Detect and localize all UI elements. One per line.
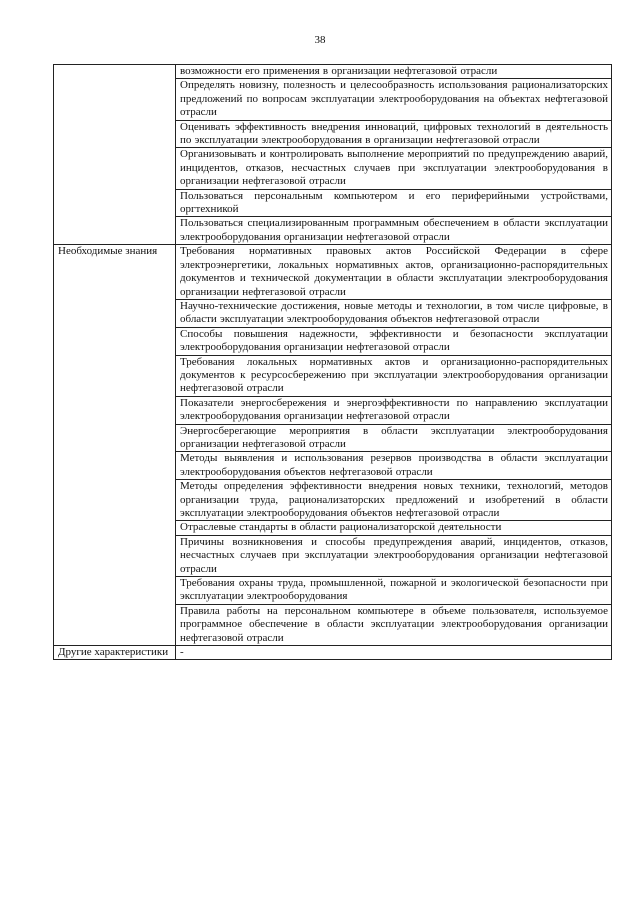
requirement-cell: Причины возникновения и способы предупреждения аварий, инцидентов, отказов, несчастных случаев при эксплуатации электрооборудования организации нефтегазовой отрасли <box>176 535 612 576</box>
requirement-cell: Отраслевые стандарты в области рационализаторской деятельности <box>176 521 612 535</box>
label-cell-knowledge: Необходимые знания <box>54 245 176 646</box>
requirement-cell: Требования нормативных правовых актов Российской Федерации в сфере электроэнергетики, локальных нормативных актов, организационно-распорядительных документов и технической документации в области эксплуатации электрооборудования организации нефтегазовой отрасли <box>176 245 612 300</box>
requirement-cell: Требования охраны труда, промышленной, пожарной и экологической безопасности при эксплуатации электрооборудования <box>176 577 612 605</box>
requirement-cell: Определять новизну, полезность и целесообразность использования рационализаторских предложений по вопросам эксплуатации электрооборудования на объектах нефтегазовой отрасли <box>176 79 612 120</box>
requirement-cell: Методы выявления и использования резервов производства в области эксплуатации электрооборудования объектов нефтегазовой отрасли <box>176 452 612 480</box>
requirement-cell: Организовывать и контролировать выполнение мероприятий по предупреждению аварий, инцидентов, отказов, несчастных случаев при эксплуатации электрооборудования в организации нефтегазовой отрасли <box>176 148 612 189</box>
requirement-cell: возможности его применения в организации нефтегазовой отрасли <box>176 65 612 79</box>
requirements-table <box>53 64 612 660</box>
requirement-cell: Методы определения эффективности внедрения новых техники, технологий, методов организации труда, рационализаторских предложений и изобретений в области эксплуатации электрооборудования объектов нефтегазовой отрасли <box>176 480 612 521</box>
requirement-cell: Пользоваться персональным компьютером и его периферийными устройствами, оргтехникой <box>176 189 612 217</box>
label-cell-skills-continued <box>54 65 176 245</box>
requirement-cell: Показатели энергосбережения и энергоэффективности по направлению эксплуатации электрооборудования организации нефтегазовой отрасли <box>176 396 612 424</box>
requirement-cell: Оценивать эффективность внедрения инноваций, цифровых технологий в деятельность по эксплуатации электрооборудования в организации нефтегазовой отрасли <box>176 120 612 148</box>
requirement-cell: Способы повышения надежности, эффективности и безопасности эксплуатации электрооборудования организации нефтегазовой отрасли <box>176 327 612 355</box>
requirement-cell: - <box>176 646 612 660</box>
table-row <box>54 646 612 660</box>
requirement-cell: Научно-технические достижения, новые методы и технологии, в том числе цифровые, в области эксплуатации электрооборудования объектов нефтегазовой отрасли <box>176 299 612 327</box>
table-row <box>54 65 612 79</box>
page-number: 38 <box>314 34 326 46</box>
label-cell-other: Другие характеристики <box>54 646 176 660</box>
table-row <box>54 245 612 300</box>
requirement-cell: Требования локальных нормативных актов и организационно-распорядительных документов к ресурсосбережению при эксплуатации электрооборудования организации нефтегазовой отрасли <box>176 355 612 396</box>
requirement-cell: Пользоваться специализированным программным обеспечением в области эксплуатации электрооборудования организации нефтегазовой отрасли <box>176 217 612 245</box>
requirement-cell: Энергосберегающие мероприятия в области эксплуатации электрооборудования организации нефтегазовой отрасли <box>176 424 612 452</box>
requirement-cell: Правила работы на персональном компьютере в объеме пользователя, используемое программное обеспечение в области эксплуатации электрооборудования организации нефтегазовой отрасли <box>176 604 612 645</box>
